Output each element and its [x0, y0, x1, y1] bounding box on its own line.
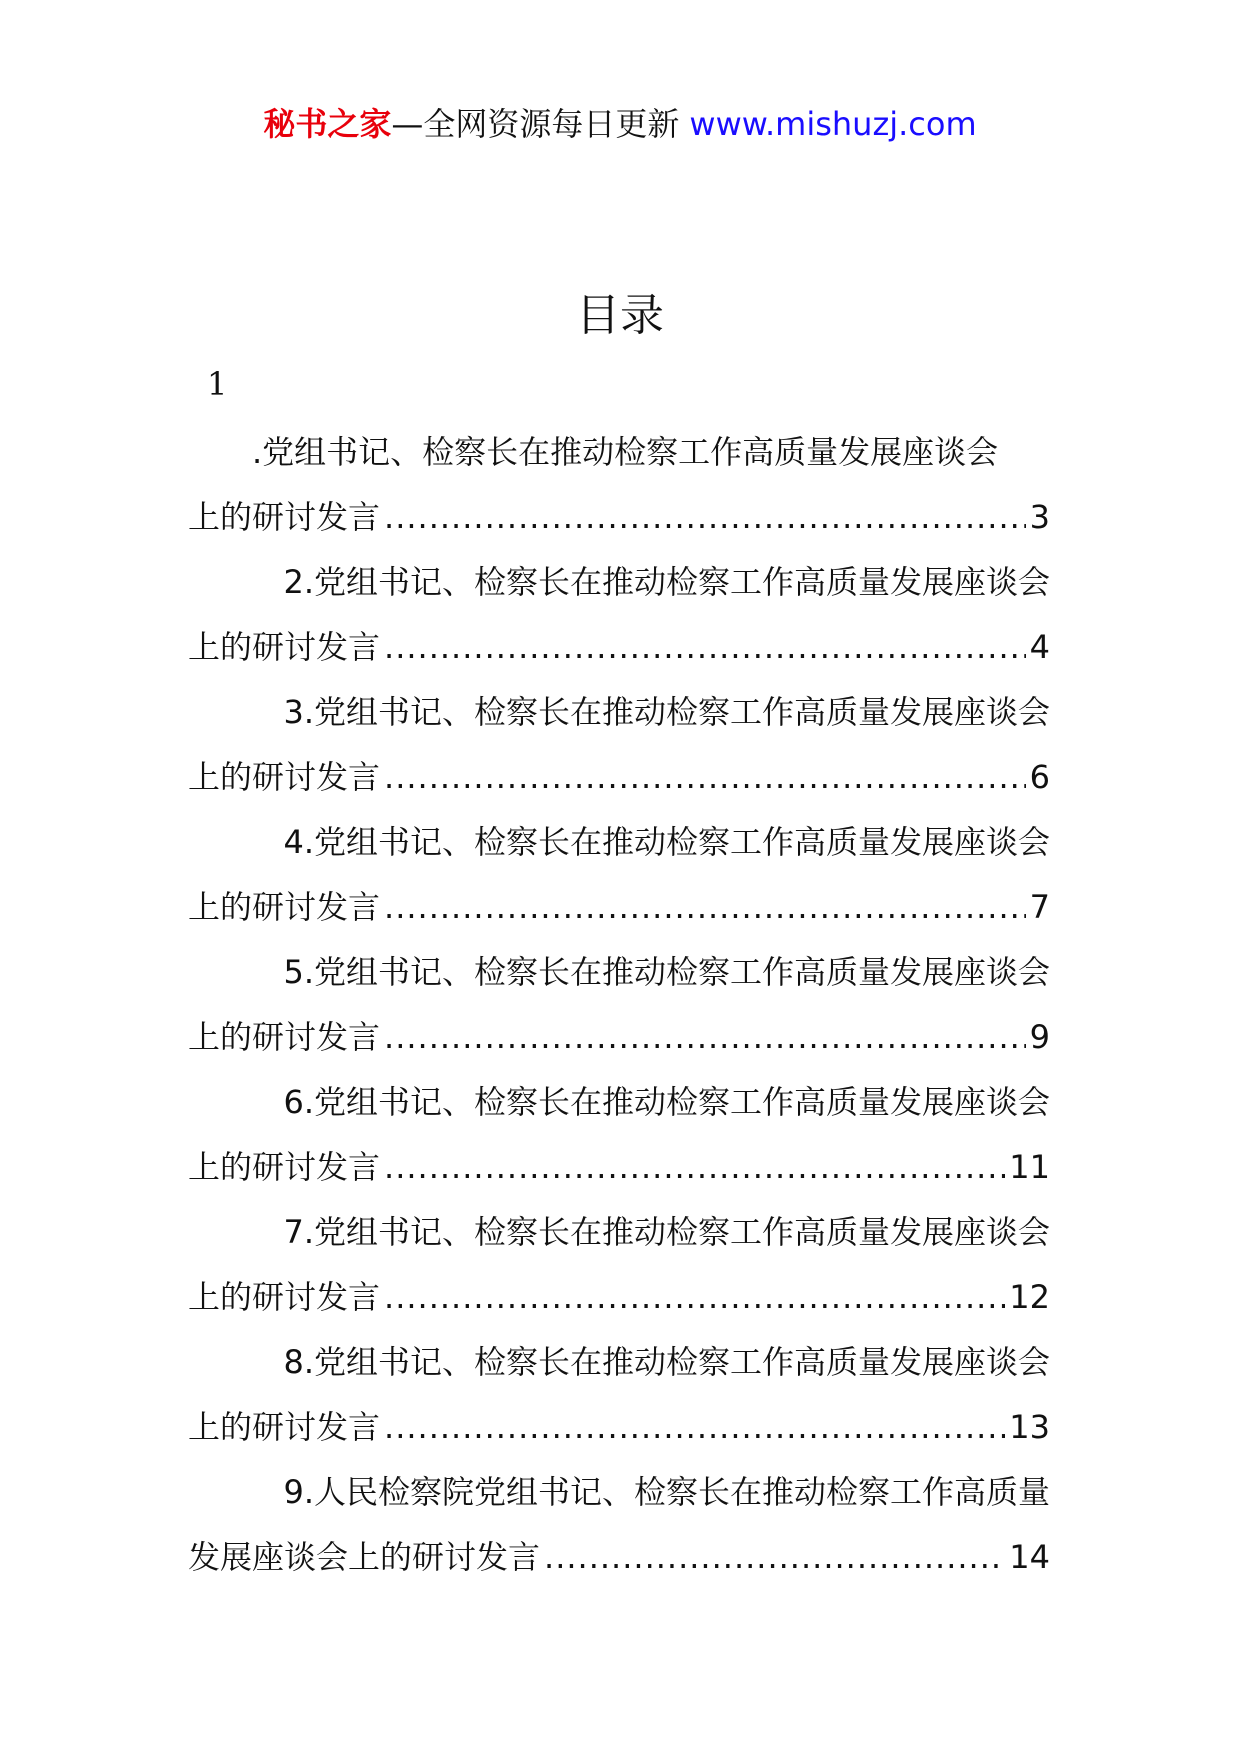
- toc-entry-page-number: 4: [1029, 628, 1050, 666]
- dot-leader: [384, 485, 1026, 549]
- header-brand: 秘书之家: [263, 105, 392, 143]
- toc-entry-title: 6.党组书记、检察长在推动检察工作高质量发展座谈会: [283, 1083, 1050, 1121]
- dot-leader: [384, 745, 1026, 809]
- toc-entry-continuation: [188, 1525, 1050, 1589]
- dot-leader: [384, 1135, 1005, 1199]
- page-header: [0, 96, 1240, 152]
- toc-entry-page-number: 9: [1029, 1018, 1050, 1056]
- toc-entry-title: 2.党组书记、检察长在推动检察工作高质量发展座谈会: [283, 563, 1050, 601]
- dot-leader: [384, 1005, 1026, 1069]
- toc-entry-title-end: 上的研讨发言: [188, 1148, 381, 1186]
- toc-entry-continuation: [188, 485, 1050, 549]
- toc-entry-continuation: [188, 875, 1050, 939]
- toc-entry-title-end: 上的研讨发言: [188, 1408, 381, 1446]
- header-url-link[interactable]: www.mishuzj.com: [689, 105, 977, 143]
- toc-entry-title-end: 上的研讨发言: [188, 888, 381, 926]
- toc-entry-page-number: 13: [1009, 1408, 1050, 1446]
- toc-entry-title: 4.党组书记、检察长在推动检察工作高质量发展座谈会: [283, 823, 1050, 861]
- dot-leader: [384, 1395, 1005, 1459]
- toc-entry[interactable]: [0, 1200, 1240, 1330]
- toc-entry-page-number: 3: [1029, 498, 1050, 536]
- toc-entry[interactable]: [0, 1070, 1240, 1200]
- dot-leader: [384, 615, 1026, 679]
- toc-number: 1: [207, 365, 228, 403]
- toc-entry-title-end: 上的研讨发言: [188, 1018, 381, 1056]
- toc-entry-page-number: 7: [1029, 888, 1050, 926]
- toc-entry-title-end: 上的研讨发言: [188, 758, 381, 796]
- toc-entry-title-end: 上的研讨发言: [188, 498, 381, 536]
- toc-entry-title: 8.党组书记、检察长在推动检察工作高质量发展座谈会: [283, 1343, 1050, 1381]
- toc-entry-page-number: 11: [1009, 1148, 1050, 1186]
- toc-entry[interactable]: [0, 680, 1240, 810]
- toc-entry[interactable]: [0, 550, 1240, 680]
- toc-entry-title: 5.党组书记、检察长在推动检察工作高质量发展座谈会: [283, 953, 1050, 991]
- toc-entry-continuation: [188, 615, 1050, 679]
- toc-entry-continuation: [188, 1395, 1050, 1459]
- toc-entry[interactable]: [0, 420, 1240, 550]
- toc-entry[interactable]: [0, 1460, 1240, 1590]
- toc-entry[interactable]: [0, 1330, 1240, 1460]
- toc-entry[interactable]: [0, 940, 1240, 1070]
- toc-entry-continuation: [188, 1005, 1050, 1069]
- toc-entry-title: 3.党组书记、检察长在推动检察工作高质量发展座谈会: [283, 693, 1050, 731]
- toc-entry[interactable]: [0, 810, 1240, 940]
- toc-entry-title-end: 上的研讨发言: [188, 1278, 381, 1316]
- dot-leader: [384, 1265, 1005, 1329]
- table-of-contents: [0, 420, 1240, 1590]
- toc-entry-continuation: [188, 1265, 1050, 1329]
- header-tagline: —全网资源每日更新: [391, 105, 680, 143]
- toc-entry-title: .党组书记、检察长在推动检察工作高质量发展座谈会: [252, 433, 999, 471]
- toc-entry-page-number: 6: [1029, 758, 1050, 796]
- toc-entry-title: 7.党组书记、检察长在推动检察工作高质量发展座谈会: [283, 1213, 1050, 1251]
- dot-leader: [384, 875, 1026, 939]
- toc-entry-title-end: 上的研讨发言: [188, 628, 381, 666]
- toc-entry-page-number: 12: [1009, 1278, 1050, 1316]
- page-title: 目录: [576, 290, 664, 341]
- toc-entry-title: 9.人民检察院党组书记、检察长在推动检察工作高质量: [283, 1473, 1050, 1511]
- toc-entry-page-number: 14: [1009, 1538, 1050, 1576]
- dot-leader: [544, 1525, 1005, 1589]
- toc-entry-title-end: 发展座谈会上的研讨发言: [188, 1538, 541, 1576]
- toc-entry-continuation: [188, 745, 1050, 809]
- toc-entry-continuation: [188, 1135, 1050, 1199]
